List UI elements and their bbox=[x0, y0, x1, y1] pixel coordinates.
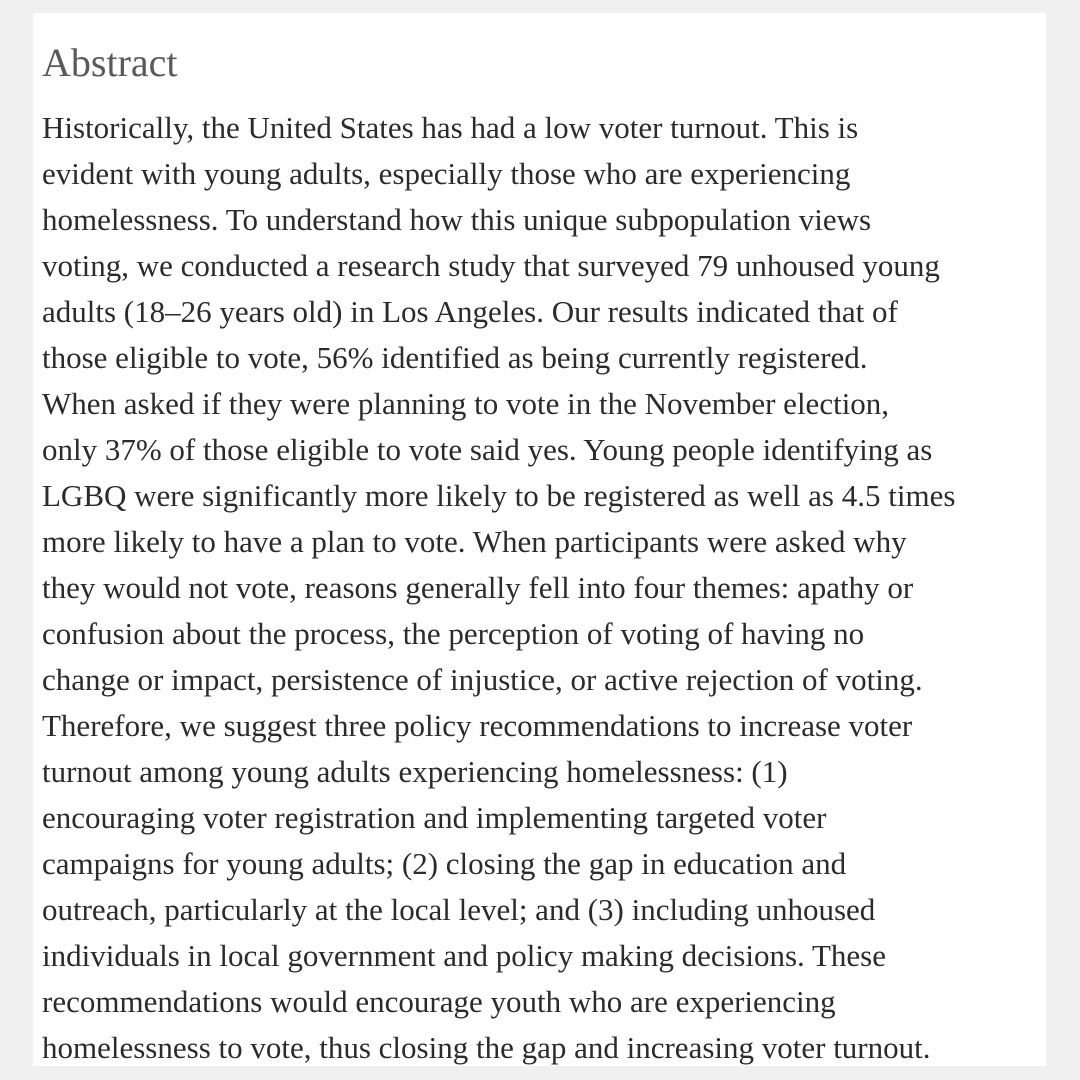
abstract-line: Therefore, we suggest three policy recommendations to increase voter bbox=[42, 708, 913, 743]
abstract-line: homelessness. To understand how this unique subpopulation views bbox=[42, 202, 872, 237]
abstract-line: When asked if they were planning to vote in the November election, bbox=[42, 386, 890, 421]
abstract-line: adults (18–26 years old) in Los Angeles. Our results indicated that of bbox=[42, 294, 898, 329]
abstract-line: change or impact, persistence of injustice, or active rejection of voting. bbox=[42, 662, 923, 697]
abstract-panel bbox=[33, 13, 1046, 1066]
abstract-line: turnout among young adults experiencing homelessness: (1) bbox=[42, 754, 788, 789]
abstract-line: outreach, particularly at the local level; and (3) including unhoused bbox=[42, 892, 876, 927]
abstract-line: only 37% of those eligible to vote said yes. Young people identifying as bbox=[42, 432, 933, 467]
abstract-line: campaigns for young adults; (2) closing the gap in education and bbox=[42, 846, 847, 881]
abstract-line: LGBQ were significantly more likely to be registered as well as 4.5 times bbox=[42, 478, 956, 513]
abstract-line: homelessness to vote, thus closing the gap and increasing voter turnout. bbox=[42, 1030, 931, 1065]
abstract-line: recommendations would encourage youth who are experiencing bbox=[42, 984, 836, 1019]
section-heading: Abstract bbox=[42, 40, 178, 85]
abstract-line: evident with young adults, especially those who are experiencing bbox=[42, 156, 851, 191]
abstract-line: those eligible to vote, 56% identified as being currently registered. bbox=[42, 340, 868, 375]
abstract-line: confusion about the process, the perception of voting of having no bbox=[42, 616, 865, 651]
abstract-text bbox=[42, 105, 1042, 1066]
abstract-line: Historically, the United States has had a low voter turnout. This is bbox=[42, 110, 859, 145]
abstract-line: more likely to have a plan to vote. When participants were asked why bbox=[42, 524, 907, 559]
abstract-line: voting, we conducted a research study that surveyed 79 unhoused young bbox=[42, 248, 940, 283]
abstract-line: encouraging voter registration and implementing targeted voter bbox=[42, 800, 827, 835]
abstract-line: they would not vote, reasons generally fell into four themes: apathy or bbox=[42, 570, 914, 605]
abstract-line: individuals in local government and policy making decisions. These bbox=[42, 938, 887, 973]
